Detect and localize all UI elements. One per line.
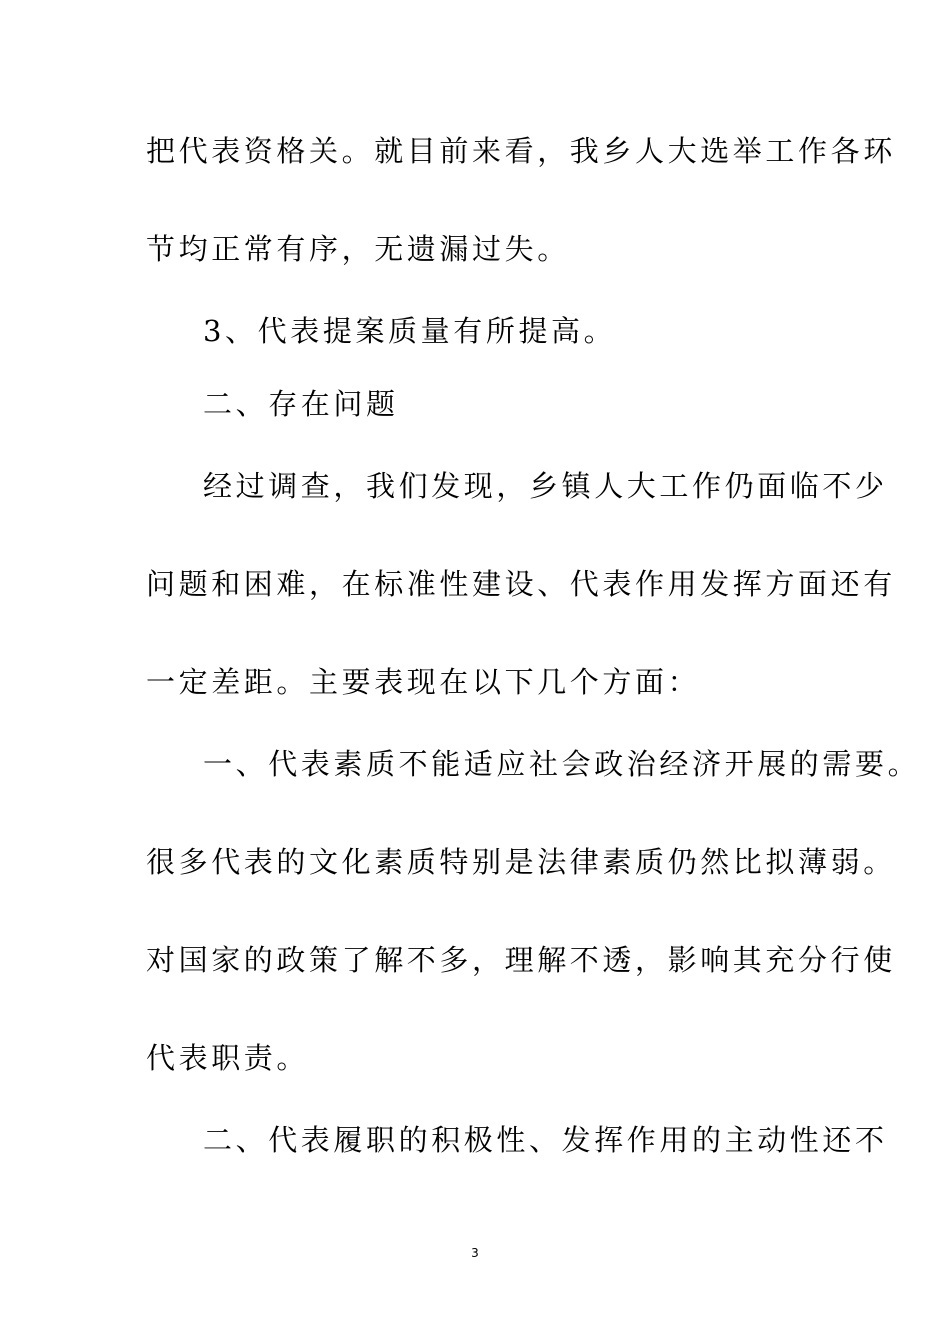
- text-line: 代表职责。: [146, 1041, 310, 1075]
- text-line: 问题和困难，在标准性建设、代表作用发挥方面还有: [146, 567, 896, 601]
- section-heading: 二、存在问题: [203, 387, 399, 421]
- text-line: 二、代表履职的积极性、发挥作用的主动性还不: [203, 1123, 888, 1157]
- text-line: 一、代表素质不能适应社会政治经济开展的需要。: [203, 747, 921, 781]
- text-line: 对国家的政策了解不多，理解不透，影响其充分行使: [146, 943, 896, 977]
- page-number: 3: [471, 1246, 479, 1260]
- text-line: 很多代表的文化素质特别是法律素质仍然比拟薄弱。: [146, 845, 896, 879]
- text-line: 节均正常有序，无遗漏过失。: [146, 232, 570, 266]
- text-line: 把代表资格关。就目前来看，我乡人大选举工作各环: [146, 134, 896, 168]
- text-line: 经过调查，我们发现，乡镇人大工作仍面临不少: [203, 469, 888, 503]
- text-line: 一定差距。主要表现在以下几个方面：: [146, 665, 701, 699]
- text-line: 3、代表提案质量有所提高。: [203, 314, 617, 348]
